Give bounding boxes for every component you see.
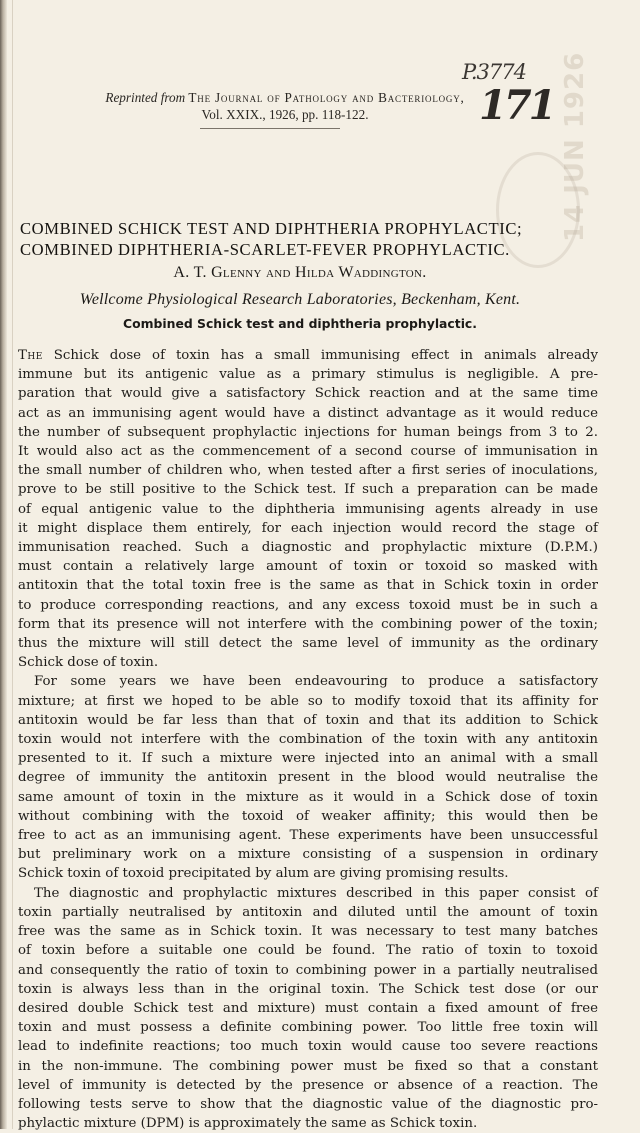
- text-line: and consequently the ratio of toxin to combining power in a partially neutralised: [18, 962, 598, 978]
- text-line: prove to be still positive to the Schick test. If such a preparation can be made: [18, 482, 598, 498]
- text-line: thus the mixture will still detect the same level of immunity as the ordinary: [18, 636, 598, 652]
- institution: Wellcome Physiological Research Laboratories, Beckenham, Kent.: [79, 291, 521, 308]
- text-line: paration that would give a satisfactory Schick reaction and at the same time: [18, 386, 598, 402]
- text-line: For some years we have been endeavouring to produce a satisfactory: [34, 674, 598, 690]
- journal-name: The Journal of Pathology and Bacteriology,: [188, 90, 465, 105]
- text-line: [18, 346, 598, 365]
- text-line: must contain a relatively large amount of toxin or toxoid so masked with: [18, 559, 598, 575]
- text-line: it might displace them entirely, for each injection would record the stage of: [18, 520, 598, 536]
- text-line: the small number of children who, when tested after a first series of inoculations,: [18, 463, 598, 479]
- text-line: toxin and must possess a definite combining power. Too little free toxin will: [18, 1020, 598, 1036]
- text-line: the number of subsequent prophylactic injections for human beings from 3 to 2.: [18, 424, 598, 440]
- handwritten-number: 171: [479, 82, 554, 129]
- text-line: presented to it. If such a mixture were injected into an animal with a small: [18, 751, 598, 767]
- text-line: toxin would not interfere with the combination of the toxin with any antitoxin: [18, 732, 598, 748]
- text-line: phylactic mixture (DPM) is approximately the same as Schick toxin.: [18, 1116, 478, 1132]
- paper-title: [20, 218, 610, 260]
- text-line: act as an immunising agent would have a distinct advantage as it would reduce: [18, 405, 598, 421]
- body-text: [18, 346, 598, 1133]
- authors: A. T. Glenny and Hilda Waddington.: [173, 264, 427, 281]
- text-line: following tests serve to show that the diagnostic value of the diagnostic pro-: [18, 1096, 598, 1112]
- reprint-notice: [60, 89, 510, 123]
- text-line: form that its presence will not interfere with the combining power of the toxin;: [18, 616, 598, 632]
- text-line: antitoxin would be far less than that of toxin and that its addition to Schick: [18, 712, 598, 728]
- text-line: Schick dose of toxin.: [18, 655, 159, 671]
- reprint-from-label: Reprinted from: [105, 90, 186, 105]
- first-word: The: [18, 348, 43, 363]
- text-line: immunisation reached. Such a diagnostic and prophylactic mixture (D.P.M.): [18, 540, 598, 556]
- text-line: desired double Schick test and mixture) must contain a fixed amount of free: [18, 1000, 598, 1016]
- text-line: free to act as an immunising agent. These experiments have been unsuccessful: [18, 828, 598, 844]
- text-line: without combining with the toxoid of weaker affinity; this would then be: [18, 808, 598, 824]
- text-line: same amount of toxin in the mixture as it would in a Schick dose of toxin: [18, 789, 598, 805]
- text-line: lead to indefinite reactions; too much toxin would cause too severe reactions: [18, 1039, 598, 1055]
- handwritten-shelfmark: P.3774: [462, 60, 526, 84]
- text-line: free was the same as in Schick toxin. It was necessary to test many batches: [18, 924, 598, 940]
- section-heading: Combined Schick test and diphtheria prophylactic.: [122, 316, 477, 331]
- text-line: Schick toxin of toxoid precipitated by alum are giving promising results.: [18, 866, 509, 882]
- text-line: It would also act as the commencement of a second course of immunisation in: [18, 444, 598, 460]
- text-line: antitoxin that the total toxin free is the same as that in Schick toxin in order: [18, 578, 598, 594]
- reprint-volume: Vol. XXIX., 1926, pp. 118-122.: [201, 107, 369, 122]
- page-binding-edge: [0, 0, 7, 1129]
- text-line: of equal antigenic value to the diphtheria immunising agents already in use: [18, 501, 598, 517]
- text-line: degree of immunity the antitoxin present in the blood would neutralise the: [18, 770, 598, 786]
- text-line-rest: Schick dose of toxin has a small immunising effect in animals already: [42, 348, 598, 363]
- text-line: in the non-immune. The combining power must be fixed so that a constant: [18, 1058, 598, 1074]
- text-line: to produce corresponding reactions, and any excess toxoid must be in such a: [18, 597, 598, 613]
- header-rule: [200, 128, 340, 129]
- text-line: but preliminary work on a mixture consisting of a suspension in ordinary: [18, 847, 598, 863]
- text-line: The diagnostic and prophylactic mixtures described in this paper consist of: [34, 885, 598, 901]
- text-line: mixture; at first we hoped to be able so to modify toxoid that its affinity for: [18, 693, 598, 709]
- text-line: toxin is always less than in the original toxin. The Schick test dose (or our: [18, 981, 598, 997]
- title-line-2: COMBINED DIPHTHERIA-SCARLET-FEVER PROPHYLACTIC.: [20, 240, 510, 259]
- title-line-1: COMBINED SCHICK TEST AND DIPHTHERIA PROPHYLACTIC;: [20, 219, 523, 238]
- page-edge-line: [12, 0, 13, 1129]
- reprint-line-1: [60, 89, 510, 106]
- text-line: toxin partially neutralised by antitoxin and diluted until the amount of toxin: [18, 904, 598, 920]
- text-line: immune but its antigenic value as a primary stimulus is negligible. A pre-: [18, 367, 598, 383]
- stamp-date: 14 JUN 1926: [560, 51, 590, 242]
- text-line: level of immunity is detected by the presence or absence of a reaction. The: [18, 1077, 598, 1093]
- text-line: of toxin before a suitable one could be found. The ratio of toxin to toxoid: [18, 943, 598, 959]
